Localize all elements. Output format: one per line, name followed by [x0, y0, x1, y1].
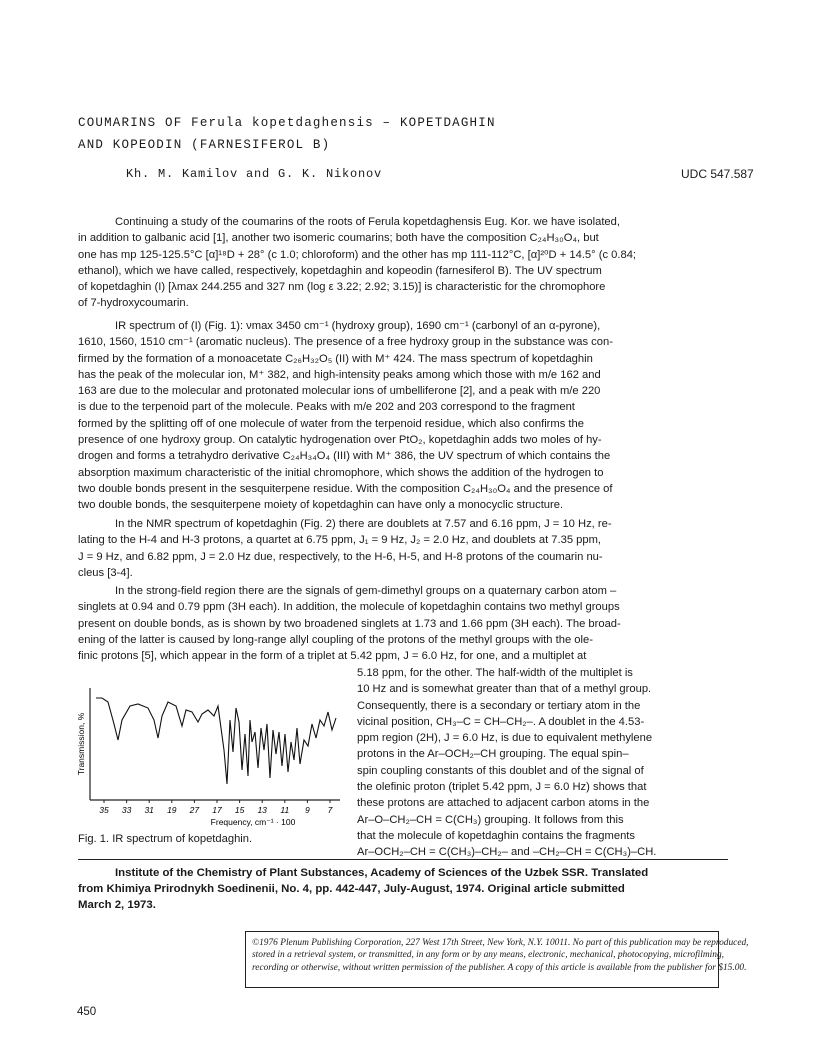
- text-line: present on double bonds, as is shown by two broadened singlets at 1.73 and 1.66 ppm (3H each). The broad-: [78, 617, 621, 630]
- article-title: [78, 112, 778, 156]
- x-tick-label: 35: [99, 805, 109, 815]
- text-line: two double bonds present in the sesquiterpene residue. With the composition C₂₄H₃₀O₄ and the presence of: [78, 482, 613, 495]
- text-line: of 7-hydroxycoumarin.: [78, 297, 189, 310]
- text-line: 5.18 ppm, for the other. The half-width of the multiplet is: [357, 667, 633, 679]
- text-line: has the peak of the molecular ion, M⁺ 382, and high-intensity peaks among which those with m/e 162 and: [78, 368, 601, 381]
- paragraph-3: [78, 516, 728, 581]
- text-line: In the NMR spectrum of kopetdaghin (Fig. 2) there are doublets at 7.57 and 6.16 ppm, J = 10 Hz, re-: [115, 518, 612, 530]
- text-line: lating to the H-4 and H-3 protons, a quartet at 6.75 ppm, J₁ = 9 Hz, J₂ = 2.0 Hz, and doublets at 7.35 ppm,: [78, 534, 602, 547]
- text-line: firmed by the formation of a monoacetate C₂₆H₃₂O₅ (II) with M⁺ 424. The mass spectrum of kopetdaghin: [78, 352, 593, 365]
- udc-code: UDC 547.587: [681, 167, 754, 181]
- text-line: J = 9 Hz, and 6.82 ppm, J = 2.0 Hz due, respectively, to the H-6, H-5, and H-8 protons of the coumarin nu-: [78, 550, 603, 563]
- text-line: Continuing a study of the coumarins of the roots of Ferula kopetdaghensis Eug. Kor. we have isolated,: [115, 216, 620, 228]
- x-tick-label: 17: [212, 805, 222, 815]
- text-line: spin coupling constants of this doublet and of the signal of: [357, 764, 644, 777]
- footnote-rule: [78, 859, 728, 860]
- title-line-1: COUMARINS OF Ferula kopetdaghensis – KOPETDAGHIN: [78, 116, 496, 130]
- ir-spectrum-trace: [96, 698, 336, 784]
- x-tick-label: 33: [121, 805, 132, 815]
- title-line-2: AND KOPEODIN (FARNESIFEROL B): [78, 138, 331, 152]
- paragraph-4-right-column: [357, 665, 729, 861]
- x-axis-label: Frequency, cm⁻¹ · 100: [210, 817, 296, 827]
- x-tick-label: 31: [144, 805, 154, 815]
- text-line: Consequently, there is a secondary or tertiary atom in the: [357, 699, 641, 712]
- x-tick-label: 7: [327, 805, 333, 815]
- text-line: 10 Hz and is somewhat greater than that of a methyl group.: [357, 683, 652, 696]
- text-line: absorption maximum characteristic of the initial chromophore, which shows the addition of the hydrogen to: [78, 466, 604, 479]
- page-number: 450: [77, 1006, 97, 1018]
- text-line: 163 are due to the molecular and protonated molecular ions of umbelliferone [2], and a peak with m/e 220: [78, 385, 601, 398]
- affiliation-footnote: [78, 865, 728, 913]
- text-line: recording or otherwise, without written permission of the publisher. A copy of this article is available from the publisher for $15.00.: [252, 962, 747, 973]
- ir-spectrum-plot: [78, 680, 348, 830]
- text-line: formed by the splitting off of one molecule of water from the terpenoid residue, which also confirms the: [78, 417, 584, 430]
- text-line: ©1976 Plenum Publishing Corporation, 227 West 17th Street, New York, N.Y. 10011. No part of this publication may be reproduced,: [252, 938, 749, 948]
- paragraph-4: [78, 583, 728, 664]
- text-line: from Khimiya Prirodnykh Soedinenii, No. 4, pp. 442-447, July-August, 1974. Original article submitted: [78, 883, 625, 895]
- text-line: Ar–OCH₂–CH = C(CH₃)–CH₂– and –CH₂–CH = C(CH₃)–CH.: [357, 846, 657, 859]
- y-axis-label: Transmission, %: [76, 712, 86, 776]
- text-line: two double bonds, the sesquiterpene moiety of kopetdaghin can have only a monocyclic structure.: [78, 499, 564, 512]
- text-line: Ar–O–CH₂–CH = C(CH₃) grouping. It follows from this: [357, 813, 624, 826]
- text-line: March 2, 1973.: [78, 899, 156, 911]
- text-line: IR spectrum of (I) (Fig. 1): νmax 3450 cm⁻¹ (hydroxy group), 1690 cm⁻¹ (carbonyl of an α-pyrone),: [115, 320, 601, 332]
- text-line: 1610, 1560, 1510 cm⁻¹ (aromatic nucleus). The presence of a free hydroxy group in the substance was con-: [78, 336, 613, 349]
- text-line: of kopetdaghin (I) [λmax 244.255 and 327 nm (log ε 3.22; 2.92; 3.15)] is characteristic for the chromophore: [78, 281, 606, 294]
- text-line: ening of the latter is caused by long-range allyl coupling of the protons of the methyl groups with the ole-: [78, 633, 593, 646]
- text-line: stored in a retrieval system, or transmitted, in any form or by any means, electronic, mechanical, photocopying, microfilming,: [252, 950, 724, 961]
- text-line: ethanol), which we have called, respectively, kopetdaghin and kopeodin (farnesiferol B). The UV spectrum: [78, 264, 602, 277]
- text-line: these protons are attached to adjacent carbon atoms in the: [357, 797, 650, 810]
- authors: Kh. M. Kamilov and G. K. Nikonov: [126, 167, 383, 181]
- text-line: finic protons [5], which appear in the form of a triplet at 5.42 ppm, J = 6.0 Hz, for one, and a multiplet at: [78, 650, 587, 663]
- text-line: vicinal position, CH₃–C = CH–CH₂–. A doublet in the 4.53-: [357, 715, 645, 728]
- text-line: one has mp 125-125.5°C [α]¹⁸D + 28° (c 1.0; chloroform) and the other has mp 111-112°C, [α]²⁰D + 14.5° (c 0.84;: [78, 248, 637, 261]
- figure-caption: Fig. 1. IR spectrum of kopetdaghin.: [78, 833, 253, 845]
- text-line: ppm region (2H), J = 6.0 Hz, is due to equivalent methylene: [357, 732, 653, 745]
- x-tick-label: 27: [189, 805, 200, 815]
- x-tick-label: 11: [280, 805, 290, 815]
- text-line: is due to the terpenoid part of the molecule. Peaks with m/e 202 and 203 correspond to the fragment: [78, 401, 575, 414]
- text-line: singlets at 0.94 and 0.79 ppm (3H each). In addition, the molecule of kopetdaghin contains two methyl groups: [78, 601, 620, 614]
- text-line: in addition to galbanic acid [1], another two isomeric coumarins; both have the composition C₂₄H₃₀O₄, but: [78, 232, 599, 245]
- text-line: that the molecule of kopetdaghin contains the fragments: [357, 829, 635, 842]
- ir-spectrum-figure: [78, 680, 348, 840]
- text-line: In the strong-field region there are the signals of gem-dimethyl groups on a quaternary carbon atom –: [115, 585, 617, 597]
- text-line: presence of one hydroxy group. On catalytic hydrogenation over PtO₂, kopetdaghin adds two moles of hy-: [78, 434, 602, 447]
- text-line: cleus [3-4].: [78, 566, 133, 579]
- x-tick-labels: [99, 800, 332, 815]
- copyright-box: [245, 931, 749, 988]
- x-tick-label: 13: [257, 805, 267, 815]
- text-line: protons in the Ar–OCH₂–CH grouping. The equal spin–: [357, 748, 629, 761]
- x-tick-label: 15: [234, 805, 245, 815]
- x-tick-label: 9: [305, 805, 310, 815]
- paragraph-2: [78, 318, 728, 514]
- x-tick-label: 19: [167, 805, 177, 815]
- paragraph-1: [78, 214, 728, 312]
- text-line: Institute of the Chemistry of Plant Substances, Academy of Sciences of the Uzbek SSR. Translated: [115, 867, 649, 879]
- text-line: drogen and forms a tetrahydro derivative C₂₄H₃₄O₄ (III) with M⁺ 386, the UV spectrum of which contains the: [78, 450, 611, 463]
- text-line: the olefinic proton (triplet 5.42 ppm, J = 6.0 Hz) shows that: [357, 781, 647, 794]
